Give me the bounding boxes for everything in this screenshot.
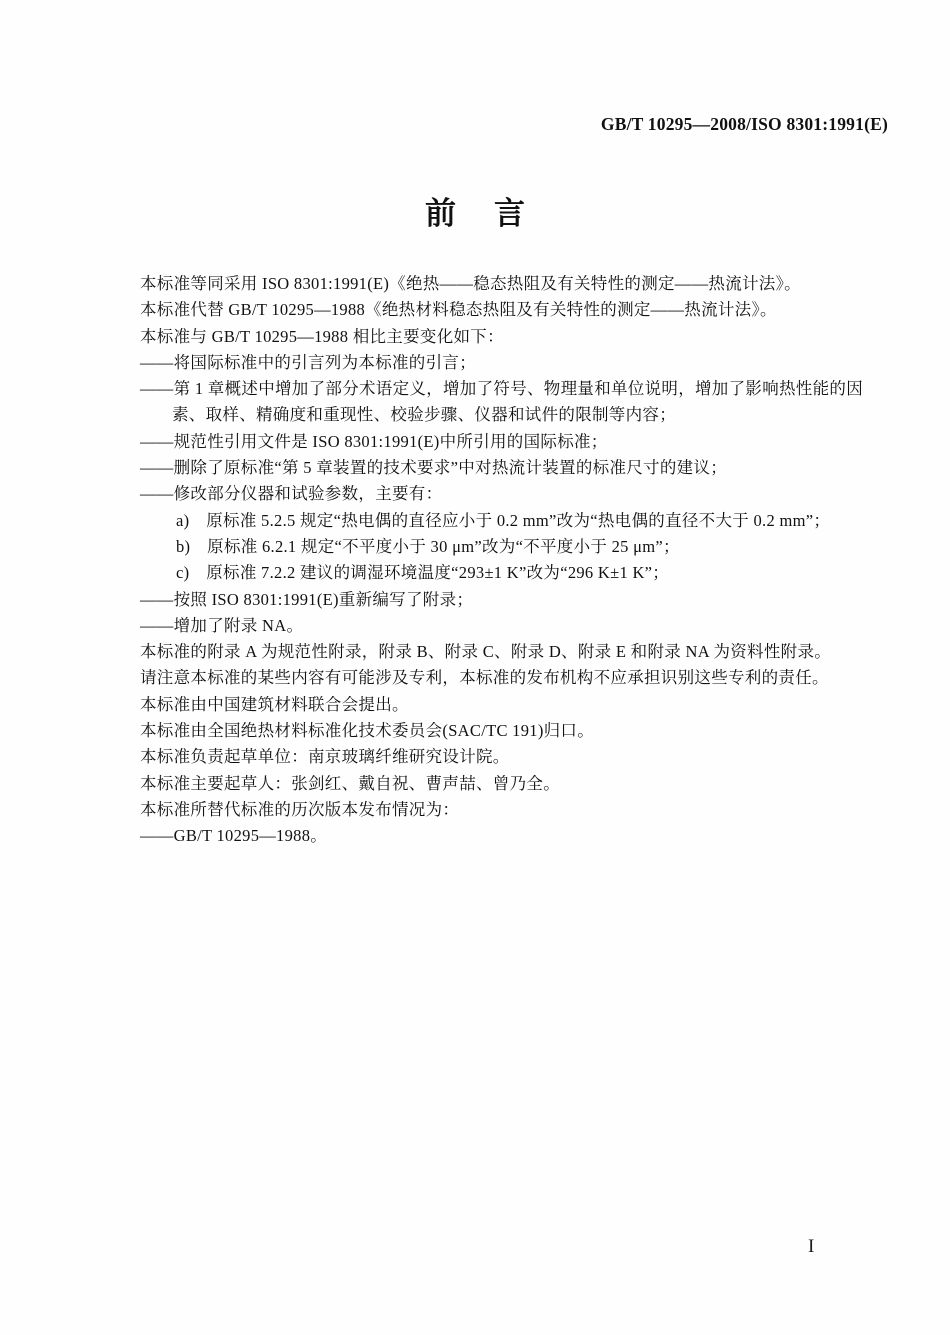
paragraph-line: a) 原标准 5.2.5 规定“热电偶的直径应小于 0.2 mm”改为“热电偶的直径不大于 0.2 mm”； bbox=[176, 510, 831, 530]
foreword-body bbox=[140, 271, 863, 850]
paragraph-line: 本标准主要起草人：张剑红、戴自祝、曹声喆、曾乃全。 bbox=[140, 773, 560, 793]
paragraph-line: 请注意本标准的某些内容有可能涉及专利，本标准的发布机构不应承担识别这些专利的责任。 bbox=[140, 668, 829, 688]
paragraph-line: ——规范性引用文件是 ISO 8301:1991(E)中所引用的国际标准； bbox=[140, 431, 608, 451]
paragraph-line: 本标准由中国建筑材料联合会提出。 bbox=[140, 694, 409, 714]
standard-number-header: GB/T 10295—2008/ISO 8301:1991(E) bbox=[600, 114, 888, 134]
paragraph-line: ——增加了附录 NA。 bbox=[140, 615, 304, 635]
paragraph-line: 本标准等同采用 ISO 8301:1991(E)《绝热——稳态热阻及有关特性的测定——热流计法》。 bbox=[140, 274, 801, 293]
paragraph-line: ——将国际标准中的引言列为本标准的引言； bbox=[140, 352, 476, 372]
paragraph-line: ——GB/T 10295—1988。 bbox=[140, 826, 328, 846]
paragraph-line: 本标准的附录 A 为规范性附录，附录 B、附录 C、附录 D、附录 E 和附录 NA 为资料性附录。 bbox=[140, 642, 832, 662]
paragraph-line: ——删除了原标准“第 5 章装置的技术要求”中对热流计装置的标准尺寸的建议； bbox=[140, 458, 728, 478]
paragraph-line: 本标准由全国绝热材料标准化技术委员会(SAC/TC 191)归口。 bbox=[140, 721, 595, 741]
paragraph-line: 本标准代替 GB/T 10295—1988《绝热材料稳态热阻及有关特性的测定——热流计法》。 bbox=[140, 300, 777, 320]
paragraph-line: ——第 1 章概述中增加了部分术语定义，增加了符号、物理量和单位说明，增加了影响热性能的因 bbox=[140, 379, 863, 399]
paragraph-line: 本标准与 GB/T 10295—1988 相比主要变化如下： bbox=[140, 326, 504, 346]
page-title: 前言 bbox=[425, 196, 563, 231]
paragraph-line: 素、取样、精确度和重现性、校验步骤、仪器和试件的限制等内容； bbox=[172, 405, 676, 425]
paragraph-line: c) 原标准 7.2.2 建议的调湿环境温度“293±1 K”改为“296 K±1 K”； bbox=[176, 563, 670, 583]
paragraph-line: ——修改部分仪器和试验参数，主要有： bbox=[140, 484, 443, 504]
paragraph-line: ——按照 ISO 8301:1991(E)重新编写了附录； bbox=[140, 589, 474, 609]
paragraph-line: 本标准所替代标准的历次版本发布情况为： bbox=[140, 799, 460, 819]
paragraph-line: b) 原标准 6.2.1 规定“不平度小于 30 μm”改为“不平度小于 25 μm”； bbox=[176, 536, 680, 556]
paragraph-line: 本标准负责起草单位：南京玻璃纤维研究设计院。 bbox=[140, 747, 510, 767]
page-number: I bbox=[808, 1236, 815, 1257]
